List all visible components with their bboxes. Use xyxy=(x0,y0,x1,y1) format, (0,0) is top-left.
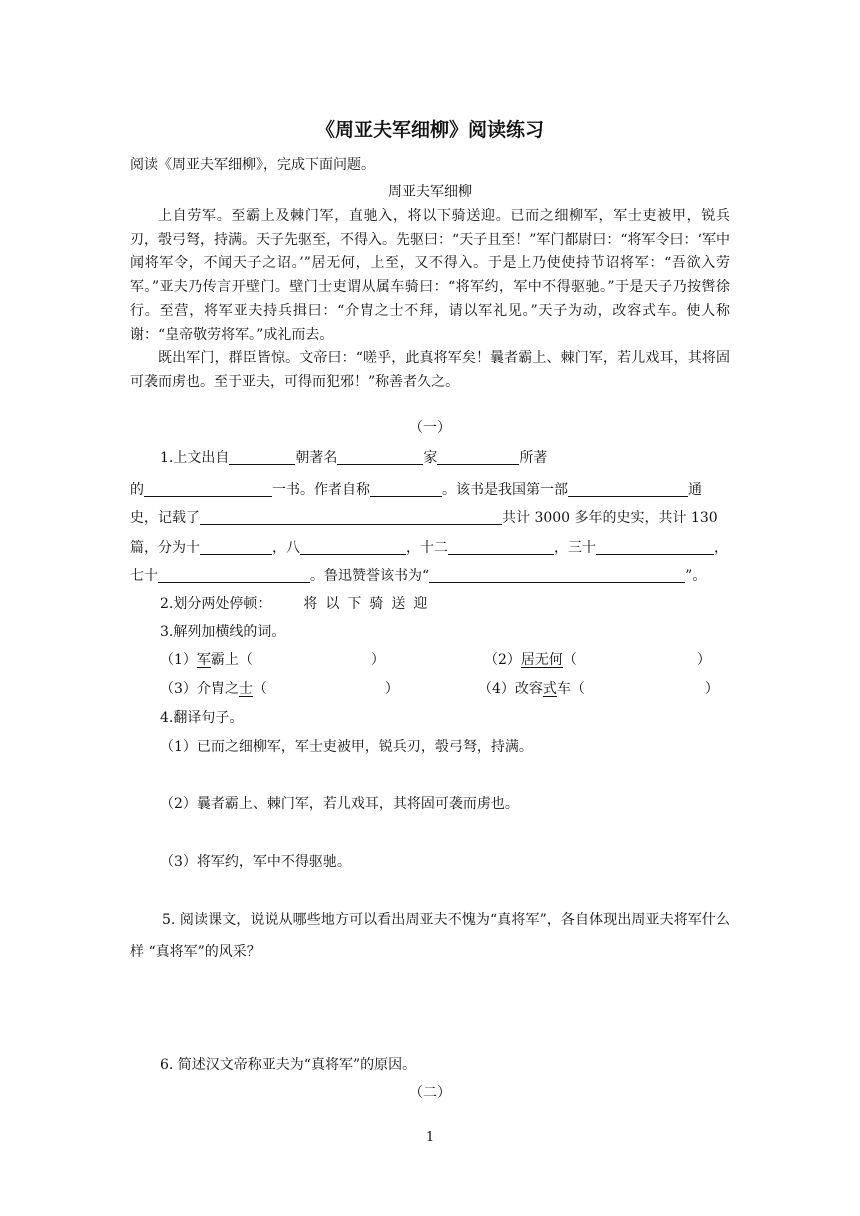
intro-text: 阅读《周亚夫军细柳》，完成下面问题。 xyxy=(130,157,375,173)
q1-line-1: 1.上文出自 朝著名 家 所著 xyxy=(160,450,548,466)
page-number: 1 xyxy=(425,1130,435,1145)
q3-label: 3.解列加横线的词。 xyxy=(160,624,286,640)
q6-text: 6. 简述汉文帝称亚夫为“真将军”的原因。 xyxy=(160,1057,417,1073)
q4-sentence-3: （3）将军约，军中不得驱驰。 xyxy=(160,854,351,870)
q4-sentence-2: （2）曩者霸上、棘门军，若儿戏耳，其将固可袭而虏也。 xyxy=(160,796,519,812)
q1-line-3: 史，记载了 共计 3000 多年的史实，共计 130 xyxy=(130,510,718,526)
blank-book[interactable] xyxy=(144,480,272,497)
q2-phrase: 将以下骑送迎 xyxy=(303,596,436,612)
q3-item-1: （1）军霸上（ ） xyxy=(160,652,385,668)
blank-author[interactable] xyxy=(437,448,519,465)
blank-thirty[interactable] xyxy=(596,538,714,555)
blank-seventy[interactable] xyxy=(158,566,310,583)
q5-text: 5. 阅读课文，说说从哪些地方可以看出周亚夫不愧为“真将军”，各自体现出周亚夫将军什么样 “真将军”的风采？ xyxy=(130,912,730,960)
blank-profession[interactable] xyxy=(337,448,423,465)
section-one-label: （一） xyxy=(409,420,451,436)
section-two-label: （二） xyxy=(409,1085,451,1101)
blank-time-span[interactable] xyxy=(200,508,502,525)
q1-line-5: 七十 。鲁迅赞誉该书为“ ”。 xyxy=(130,568,707,584)
q3-item-3: （3）介胄之士（ ） xyxy=(160,681,399,697)
blank-history-type[interactable] xyxy=(568,480,688,497)
passage-paragraph-2: 既出军门，群臣皆惊。文帝曰：“嗟乎，此真将军矣！曩者霸上、棘门军，若儿戏耳，其将固可袭而虏也。至于亚夫，可得而犯邪！”称善者久之。 xyxy=(130,350,730,390)
blank-self-title[interactable] xyxy=(370,480,442,497)
blank-eight[interactable] xyxy=(300,538,406,555)
blank-ten[interactable] xyxy=(200,538,272,555)
q2-line: 2.划分两处停顿： 将以下骑送迎 xyxy=(160,596,436,612)
q3-item-2: （2）居无何（ ） xyxy=(484,652,711,668)
q3-item-4: （4）改容式车（ ） xyxy=(478,681,719,697)
passage-paragraph-1: 上自劳军。至霸上及棘门军，直驰入，将以下骑送迎。已而之细柳军，军士吏被甲，锐兵刃，彀弓弩，持满。天子先驱至，不得入。先驱曰：“天子且至！”军门都尉曰：“将军令曰：‘军中闻将军令，不闻天子之诏。’”居无何，上至，又不得入。于是上乃使使持节诏将军：“吾欲入劳军。”亚夫乃传言开壁门。壁门士吏谓从属车骑曰：“将军约，军中不得驱驰。”于是天子乃按辔徐行。至营，将军亚夫持兵揖曰：“介胄之士不拜，请以军礼见。”天子为动，改容式车。使人称谢：“皇帝敬劳将军。”成礼而去。 xyxy=(130,208,730,343)
blank-twelve[interactable] xyxy=(448,538,554,555)
q1-line-2: 的 一书。作者自称 。该书是我国第一部 通 xyxy=(130,482,702,498)
q4-label: 4.翻译句子。 xyxy=(160,710,244,726)
q1-line-4: 篇，分为十 ，八 ，十二 ，三十 ， xyxy=(130,540,728,556)
passage-title: 周亚夫军细柳 xyxy=(388,184,472,200)
document-title: 《周亚夫军细柳》阅读练习 xyxy=(315,119,544,141)
q4-sentence-1: （1）已而之细柳军，军士吏被甲，锐兵刃，彀弓弩，持满。 xyxy=(160,739,533,755)
blank-dynasty[interactable] xyxy=(229,448,295,465)
blank-lu-xun-praise[interactable] xyxy=(429,566,685,583)
passage-body xyxy=(130,205,730,395)
